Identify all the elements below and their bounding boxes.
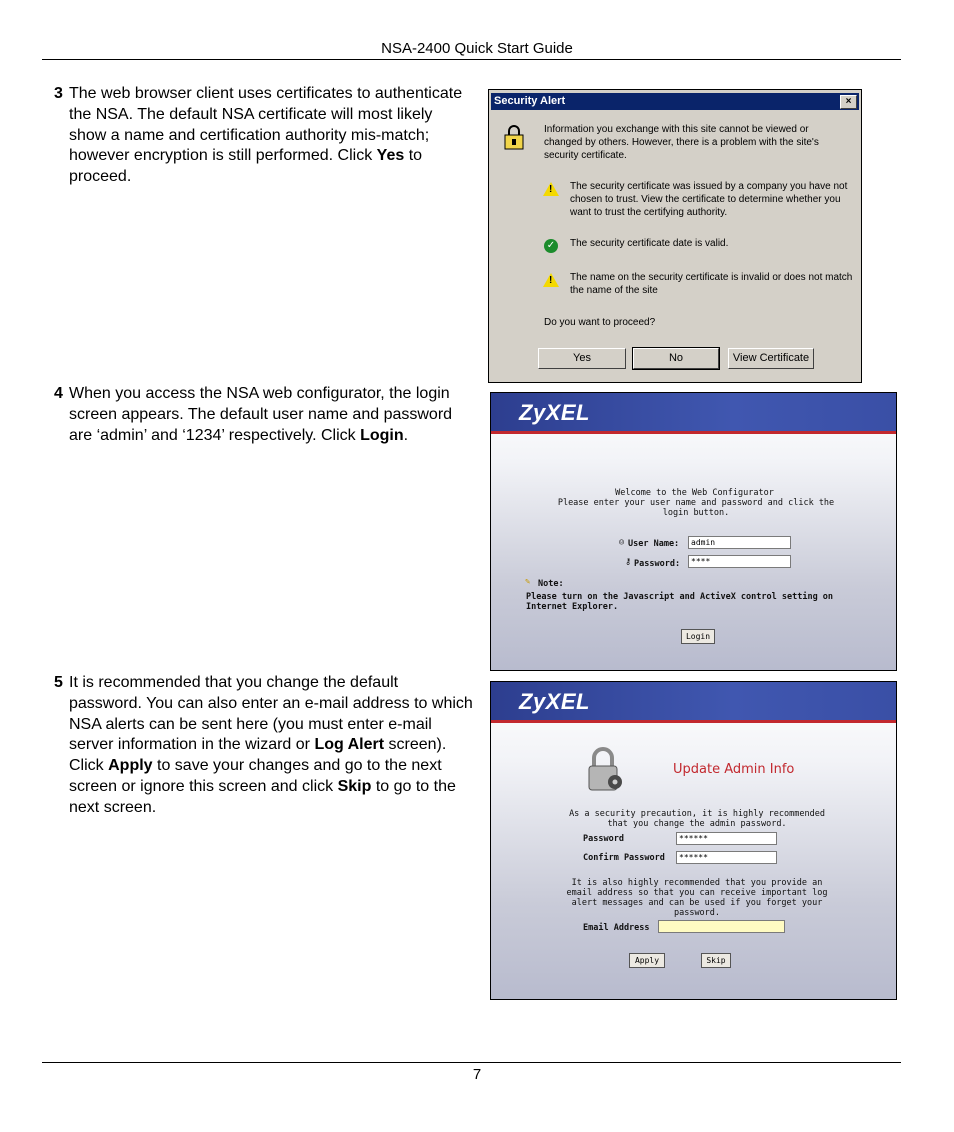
- dialog-title-bar: [491, 93, 859, 110]
- step-number: 5: [54, 674, 63, 691]
- password-label: Password:: [634, 559, 681, 569]
- brand-bar: [491, 682, 896, 720]
- security-alert-dialog: [488, 89, 862, 383]
- dialog-title: Security Alert: [494, 95, 566, 107]
- email-note: It is also highly recommended that you provide an: [571, 878, 823, 888]
- lock-icon: [503, 124, 525, 150]
- note-text: Please turn on the Javascript and ActiveX control setting on Internet Explorer.: [526, 592, 834, 612]
- precaution-text: that you change the admin password.: [607, 819, 787, 829]
- note-label: Note:: [538, 579, 564, 589]
- no-button[interactable]: No: [633, 348, 719, 369]
- step-text: When you access the NSA web configurator, the login screen appears. The default user name and password are ‘admin’ and ‘1234’ respectively. Click Login.: [69, 385, 453, 444]
- admin-info-screen: [490, 681, 897, 1000]
- user-icon: ☺: [619, 538, 625, 548]
- note-icon: ✎: [525, 577, 531, 587]
- step-number: 3: [54, 85, 63, 102]
- update-admin-heading: Update Admin Info: [673, 762, 795, 777]
- dialog-intro: Information you exchange with this site cannot be viewed or changed by others. However, there is a problem with the site's security certificate.: [544, 124, 819, 161]
- step-4: [54, 384, 474, 446]
- login-button[interactable]: Login: [681, 629, 715, 644]
- step-number: 4: [54, 385, 63, 402]
- yes-button[interactable]: Yes: [538, 348, 626, 369]
- footer-rule: [42, 1062, 901, 1063]
- header-rule: [42, 59, 901, 60]
- precaution-text: As a security precaution, it is highly recommended: [569, 809, 825, 819]
- email-note: alert messages and can be used if you forget your: [571, 898, 823, 908]
- brand-rule: [491, 720, 896, 723]
- key-icon: ⚷: [625, 557, 632, 567]
- email-address-label: Email Address: [583, 923, 650, 933]
- check-icon: ✓: [544, 239, 558, 253]
- email-note: password.: [673, 908, 721, 918]
- login-instruction: Please enter your user name and password and click the: [557, 498, 835, 508]
- dialog-question: Do you want to proceed?: [544, 317, 656, 328]
- step-text: It is recommended that you change the default password. You can also enter an e-mail address to which NSA alerts can be sent here (you must enter e-mail server information in the wizard or Log Alert screen). Click Apply to save your changes and go to the next screen or ignore this screen and click Skip to go to the next screen.: [69, 674, 473, 816]
- apply-button[interactable]: Apply: [629, 953, 665, 968]
- warning-icon: !: [543, 273, 559, 287]
- close-button[interactable]: ×: [840, 95, 857, 109]
- dialog-item-date: The security certificate date is valid.: [570, 238, 729, 249]
- warning-icon: !: [543, 182, 559, 196]
- step-5: [54, 673, 474, 819]
- brand-bar: [491, 393, 896, 431]
- step-text: The web browser client uses certificates to authenticate the NSA. The default NSA certificate will most likely show a name and certification authority mis-match; however encryption is still performed. Click Yes to proceed.: [69, 85, 463, 186]
- confirm-password-label: Confirm Password: [583, 853, 665, 863]
- password-label: Password: [583, 834, 624, 844]
- login-instruction: login button.: [662, 508, 730, 518]
- padlock-icon: [585, 744, 625, 794]
- email-address-input[interactable]: [658, 920, 785, 933]
- welcome-text: Welcome to the Web Configurator: [615, 488, 774, 498]
- confirm-password-input[interactable]: ******: [676, 851, 777, 864]
- password-input[interactable]: ****: [688, 555, 791, 568]
- zyxel-logo: ZyXEL: [519, 689, 590, 714]
- page-number: 7: [472, 1066, 482, 1083]
- username-label: User Name:: [628, 539, 680, 549]
- skip-button[interactable]: Skip: [701, 953, 731, 968]
- zyxel-logo: ZyXEL: [519, 400, 590, 425]
- email-note: email address so that you can receive important log: [566, 888, 828, 898]
- username-input[interactable]: admin: [688, 536, 791, 549]
- dialog-item-name: The name on the security certificate is invalid or does not match the name of the site: [570, 272, 853, 296]
- step-3: [54, 84, 474, 188]
- page-header: NSA-2400 Quick Start Guide: [381, 40, 573, 57]
- new-password-input[interactable]: ******: [676, 832, 777, 845]
- brand-rule: [491, 431, 896, 434]
- view-certificate-button[interactable]: View Certificate: [728, 348, 814, 369]
- dialog-item-trust: The security certificate was issued by a company you have not chosen to trust. View the certificate to determine whether you want to trust the certifying authority.: [570, 181, 848, 218]
- login-screen: [490, 392, 897, 671]
